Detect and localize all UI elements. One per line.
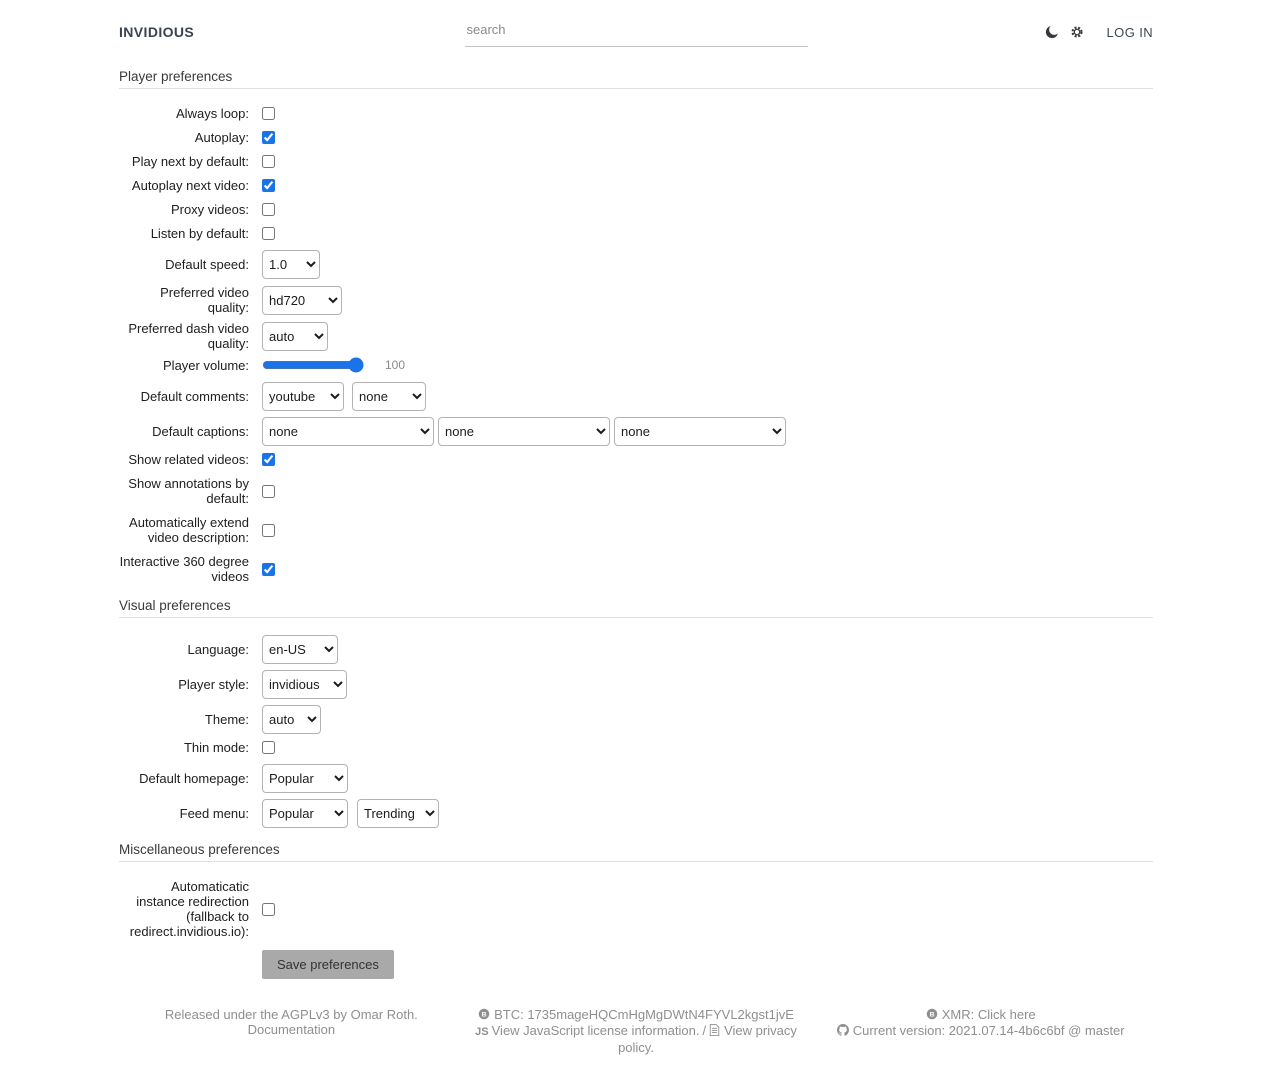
version-text: Current version: 2021.07.14-4b6c6bf @ master: [852, 1023, 1125, 1038]
feed-menu-first-select[interactable]: [262, 799, 348, 828]
always-loop-label: Always loop:: [176, 106, 249, 121]
save-preferences-button[interactable]: Save preferences: [262, 950, 394, 979]
pref-row: [119, 417, 1153, 446]
play-next-checkbox[interactable]: [262, 155, 275, 168]
pref-row: [119, 452, 1153, 467]
section-title-player: Player preferences: [119, 69, 233, 84]
instance-redirect-label: Automaticatic instance redirection (fallback to redirect.invidious.io):: [129, 879, 249, 939]
separator-text: /: [702, 1023, 707, 1038]
annotations-checkbox[interactable]: [262, 485, 275, 498]
video-quality-select[interactable]: [262, 286, 342, 315]
pref-row: [119, 554, 1153, 584]
xmr-label: XMR:: [941, 1007, 975, 1022]
captions-third-select[interactable]: [614, 417, 786, 446]
pref-row: [119, 670, 1153, 699]
version-line: [808, 1023, 1153, 1039]
comments-first-select[interactable]: [262, 382, 344, 411]
listen-default-checkbox[interactable]: [262, 227, 275, 240]
extend-description-checkbox[interactable]: [262, 524, 275, 537]
pref-row: [119, 879, 1153, 939]
footer: [0, 1007, 1272, 1071]
proxy-videos-label: Proxy videos:: [170, 202, 249, 217]
pref-row: [119, 799, 1153, 828]
documentation-link[interactable]: Documentation: [247, 1022, 336, 1037]
preferences-form: [119, 69, 1153, 979]
footer-center: [464, 1007, 809, 1055]
pref-row: [119, 357, 1153, 373]
autoplay-next-label: Autoplay next video:: [131, 178, 249, 193]
default-captions-label: Default captions:: [152, 424, 249, 439]
feed-menu-second-select[interactable]: [357, 799, 439, 828]
pref-row: [119, 382, 1153, 411]
default-homepage-label: Default homepage:: [139, 771, 249, 786]
js-license-link[interactable]: View JavaScript license information.: [491, 1023, 700, 1038]
video-quality-label: Preferred video quality:: [160, 285, 249, 315]
pref-row: [119, 705, 1153, 734]
pref-row: [119, 635, 1153, 664]
player-style-select[interactable]: [262, 670, 347, 699]
feed-menu-label: Feed menu:: [179, 806, 249, 821]
file-icon: [709, 1024, 720, 1039]
bitcoin-icon: [926, 1008, 938, 1023]
annotations-label: Show annotations by default:: [128, 476, 249, 506]
comments-second-select[interactable]: [352, 382, 426, 411]
save-row: [119, 950, 1153, 979]
license-text: Released under the AGPLv3 by Omar Roth.: [164, 1007, 418, 1022]
player-style-label: Player style:: [178, 677, 249, 692]
login-link[interactable]: LOG IN: [1106, 24, 1154, 40]
footer-right: [808, 1007, 1153, 1039]
pref-row: [119, 226, 1153, 241]
thin-mode-checkbox[interactable]: [262, 741, 275, 754]
always-loop-checkbox[interactable]: [262, 107, 275, 120]
extend-description-label: Automatically extend video description:: [129, 515, 249, 545]
btc-line: [464, 1007, 809, 1023]
pref-row: [119, 154, 1153, 169]
section-title-misc: Miscellaneous preferences: [119, 842, 280, 857]
preferences-gear-button[interactable]: [1070, 25, 1084, 39]
xmr-line: [808, 1007, 1153, 1023]
autoplay-next-checkbox[interactable]: [262, 179, 275, 192]
captions-second-select[interactable]: [438, 417, 610, 446]
misc-preferences-section: [119, 842, 1153, 979]
pref-row: [119, 178, 1153, 193]
related-videos-checkbox[interactable]: [262, 453, 275, 466]
pref-row: [119, 285, 1153, 315]
section-divider: [119, 861, 1153, 862]
vr360-label: Interactive 360 degree videos: [119, 554, 249, 584]
moon-icon: [1045, 25, 1059, 39]
proxy-videos-checkbox[interactable]: [262, 203, 275, 216]
javascript-icon: JS: [475, 1026, 489, 1038]
dark-mode-toggle[interactable]: [1045, 25, 1059, 39]
gear-icon: [1070, 25, 1084, 39]
default-speed-select[interactable]: [262, 250, 320, 279]
default-speed-label: Default speed:: [165, 257, 249, 272]
listen-default-label: Listen by default:: [150, 226, 249, 241]
pref-row: [119, 476, 1153, 506]
player-volume-label: Player volume:: [163, 357, 249, 373]
default-comments-label: Default comments:: [140, 389, 249, 404]
btc-address: BTC: 1735mageHQCmHgMgDWtN4FYVL2kgst1jvE: [494, 1007, 794, 1022]
legal-line: [464, 1023, 809, 1055]
svg-text:B: B: [929, 1011, 935, 1019]
autoplay-label: Autoplay:: [194, 130, 249, 145]
pref-row: [119, 740, 1153, 755]
pref-row: [119, 764, 1153, 793]
github-icon: [837, 1024, 849, 1039]
pref-row: [119, 321, 1153, 351]
pref-row: [119, 250, 1153, 279]
player-preferences-section: [119, 69, 1153, 584]
visual-preferences-section: [119, 598, 1153, 828]
player-volume-value: 100: [385, 358, 406, 372]
thin-mode-label: Thin mode:: [183, 740, 249, 755]
svg-text:B: B: [481, 1011, 487, 1019]
theme-select[interactable]: [262, 705, 321, 734]
language-label: Language:: [187, 642, 249, 657]
language-select[interactable]: [262, 635, 338, 664]
top-header: [0, 0, 1272, 55]
player-volume-slider[interactable]: [262, 357, 364, 373]
bitcoin-icon: [478, 1008, 490, 1023]
section-divider: [119, 617, 1153, 618]
pref-row: [119, 515, 1153, 545]
default-homepage-select[interactable]: [262, 764, 348, 793]
pref-row: [119, 202, 1153, 217]
section-divider: [119, 88, 1153, 89]
instance-redirect-checkbox[interactable]: [262, 903, 275, 916]
privacy-policy-link[interactable]: View privacy policy.: [618, 1023, 797, 1055]
pref-row: [119, 106, 1153, 121]
xmr-link[interactable]: Click here: [977, 1007, 1036, 1022]
related-videos-label: Show related videos:: [128, 452, 249, 467]
dash-quality-label: Preferred dash video quality:: [128, 321, 249, 351]
play-next-label: Play next by default:: [131, 154, 249, 169]
theme-label: Theme:: [204, 712, 249, 727]
footer-left: [119, 1007, 464, 1037]
vr360-checkbox[interactable]: [262, 563, 275, 576]
pref-row: [119, 130, 1153, 145]
section-title-visual: Visual preferences: [119, 598, 231, 613]
autoplay-checkbox[interactable]: [262, 131, 275, 144]
search-input[interactable]: [465, 17, 808, 47]
invidious-logo[interactable]: INVIDIOUS: [119, 24, 195, 40]
dash-quality-select[interactable]: [262, 322, 328, 351]
captions-first-select[interactable]: [262, 417, 434, 446]
